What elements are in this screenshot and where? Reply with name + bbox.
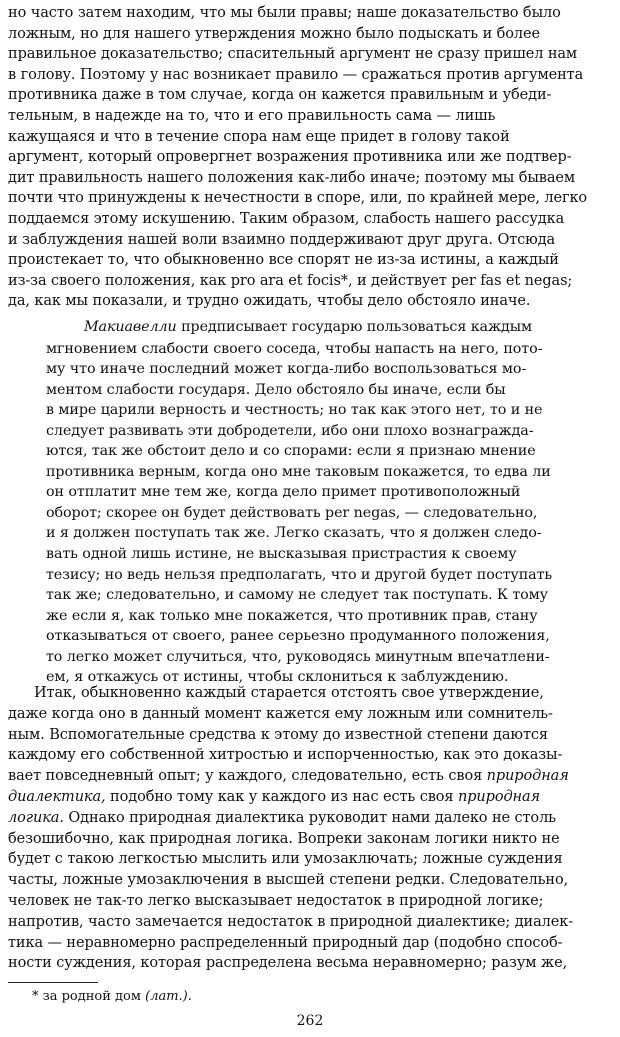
text-line: Итак, обыкновенно каждый старается отстоять свое утверждение, [34,685,544,701]
text-line: аргумент, который опровергнет возражения противника или же подтвер- [8,149,572,166]
footnote: * за родной дом (лат.). [32,989,192,1004]
text-line: противника даже в том случае, когда он кажется правильным и убеди- [8,87,552,104]
text-line: ем, я откажусь от истины, чтобы склониться к заблуждению. [46,669,509,686]
text-line: ментом слабости государя. Дело обстояло бы иначе, если бы [46,381,506,398]
text-line: правильное доказательство; спасительный аргумент не сразу пришел нам [8,46,578,63]
text-line: из-за своего положения, как pro ara et focis*, и действует per fas et negas; [8,272,573,289]
text-line: поддаемся этому искушению. Таким образом, слабость нашего рассудка [8,211,565,227]
text-line: тика — неравномерно распределенный природный дар (подобно способ- [8,934,563,951]
text-line: и заблуждения нашей воли взаимно поддерживают друг друга. Отсюда [8,231,556,248]
text-line: же если я, как только мне покажется, что противник прав, стану [46,607,538,624]
text-line: следует развивать эти добродетели, ибо они плохо вознагражда- [46,422,534,439]
paragraph-line: логика. Однако природная диалектика руководит нами далеко не столь [8,809,556,826]
text-line: да, как мы показали, и трудно ожидать, чтобы дело обстояло иначе. [8,293,531,310]
text-line: противника верным, когда оно мне таковым покажется, то едва ли [46,463,551,480]
text-line: напротив, часто замечается недостаток в природной диалектике; диалек- [8,913,574,930]
text-line: вать одной лишь истине, не высказывая пристрастия к своему [46,546,517,562]
text-line: будет с такою легкостью мыслить или умозаключать; ложные суждения [8,851,563,868]
text-line: ются, так же обстоит дело и со спорами: если я признаю мнение [46,443,536,460]
text-line: почти что принуждены к нечестности в споре, или, по крайней мере, легко [8,190,588,207]
text-line: часты, ложные умозаключения в высшей степени редки. Следовательно, [8,872,569,889]
text-line: он отплатит мне тем же, когда дело примет противоположный [46,484,521,501]
text-line: то легко может случиться, что, руководясь минутным впечатлени- [46,648,550,665]
text-line: ности суждения, которая распределена весьма неравномерно; разум же, [8,955,568,972]
text-line: ложным, но для нашего утверждения можно было подыскать и более [8,25,540,42]
text-line: человек не так-то легко высказывает недостаток в природной логике; [8,893,544,909]
text-line: тезису; но ведь нельзя предполагать, что и другой будет поступать [46,566,553,583]
page-number: 262 [296,1013,324,1029]
text-line: оборот; скорее он будет действовать per negas, — следовательно, [46,504,538,521]
text-line: мгновением слабости своего соседа, чтобы напасть на него, пото- [46,340,543,357]
text-line: му что иначе последний может когда-либо воспользоваться мо- [46,361,527,378]
text-line: отказываться от своего, ранее серьезно продуманного положения, [46,628,550,645]
text-line: ным. Вспомогательные средства к этому до известной степени даются [8,726,548,743]
quote-line: Макиавелли предписывает государю пользоваться каждым [84,319,533,335]
paragraph-line: диалектика, подобно тому как у каждого из нас есть своя природная [8,789,541,805]
text-line: каждому его собственной хитростью и испорченностью, как это доказы- [8,747,563,764]
text-line: так же; следовательно, и самому не следует так поступать. К тому [46,587,548,604]
text-line: но часто затем находим, что мы были правы; наше доказательство было [8,5,561,21]
text-line: проистекает то, что обыкновенно все спорят не из-за истины, а каждый [8,252,559,269]
italic-name: Макиавелли [84,319,177,335]
text-line: кажущаяся и что в течение спора нам еще придет в голову такой [8,128,510,145]
text-line: и я должен поступать так же. Легко сказать, что я должен следо- [46,525,542,542]
text-line: дит правильность нашего положения как-либо иначе; поэтому мы бываем [8,169,576,186]
text-line: в голову. Поэтому у нас возникает правило — сражаться против аргумента [8,66,584,83]
paragraph-line: вает повседневный опыт; у каждого, следовательно, есть своя природная [8,768,569,785]
text-line: в мире царили верность и честность; но так как этого нет, то и не [46,402,543,419]
footnote-divider [8,982,98,983]
text-line: даже когда оно в данный момент кажется ему ложным или сомнитель- [8,705,553,722]
text-line: безошибочно, как природная логика. Вопреки законам логики никто не [8,830,560,847]
text-line: тельным, в надежде на то, что и его правильность сама — лишь [8,108,496,124]
